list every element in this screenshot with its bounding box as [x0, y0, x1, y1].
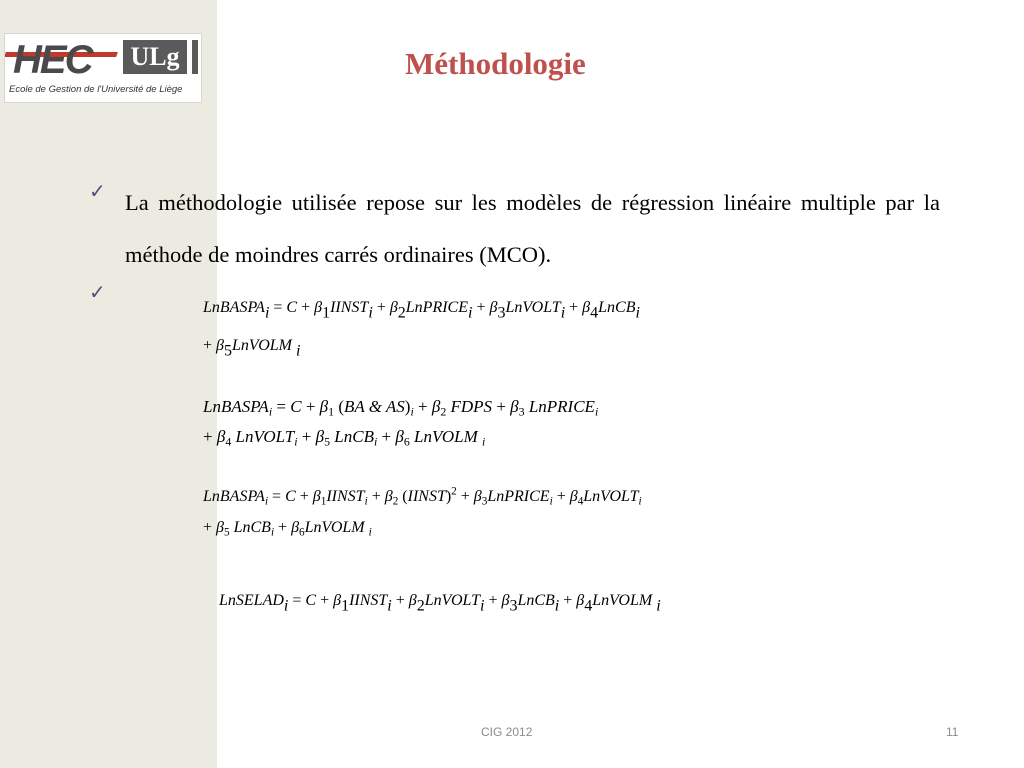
check-icon: ✓ [89, 280, 106, 304]
equation-2-line-2: + $\beta_4$ LnVOLT$_i$ + $\beta_5$ LnCB$_i$ + $\beta_6$ LnVOLM $_i$ [203, 427, 486, 449]
hec-ulg-logo [4, 33, 202, 103]
equation-2-line-1: LnBASPA$_i$ = $C + \beta_1$ (BA & $AS)_i + \beta_2$ FDPS + $\beta_3$ LnPRICE$_i$ [203, 397, 599, 419]
equation-3-line-1: LnBASPA$_i$ = $C + \beta_1IINST_i + \beta_2$ (IINST)$^2$ + $\beta_3LnPRICE_i$ + $\beta_4LnVOLT_i$ [203, 485, 642, 508]
equation-1-line-1: LnBASPAi = C + β1IINSTi + β2LnPRICEi + β3LnVOLTi + β4LnCBi [203, 299, 640, 322]
logo-hec-text: HEC [13, 38, 92, 82]
slide-title: Méthodologie [405, 46, 586, 81]
footer-label: CIG 2012 [481, 725, 533, 739]
check-icon: ✓ [89, 179, 106, 203]
equation-1-line-2: + β5LnVOLM i [203, 337, 301, 360]
logo-caption: Ecole de Gestion de l'Université de Liège [9, 84, 183, 95]
logo-ulg-text: ULg [123, 40, 187, 74]
bullet-text-1: La méthodologie utilisée repose sur les modèles de régression linéaire multiple par la méthode de moindres carrés ordinaires (MCO). [125, 190, 940, 267]
equation-4-line-1: LnSELADi = C + β1IINSTi + β2LnVOLTi + β3LnCBi + β4LnVOLM i [219, 592, 661, 615]
equation-3-line-2: + $\beta_5$ LnCB$_i$ + $\beta_6LnVOLM$ $_i$ [203, 519, 372, 539]
logo-bar [192, 40, 198, 74]
side-band [0, 0, 217, 768]
page-number: 11 [946, 725, 959, 739]
